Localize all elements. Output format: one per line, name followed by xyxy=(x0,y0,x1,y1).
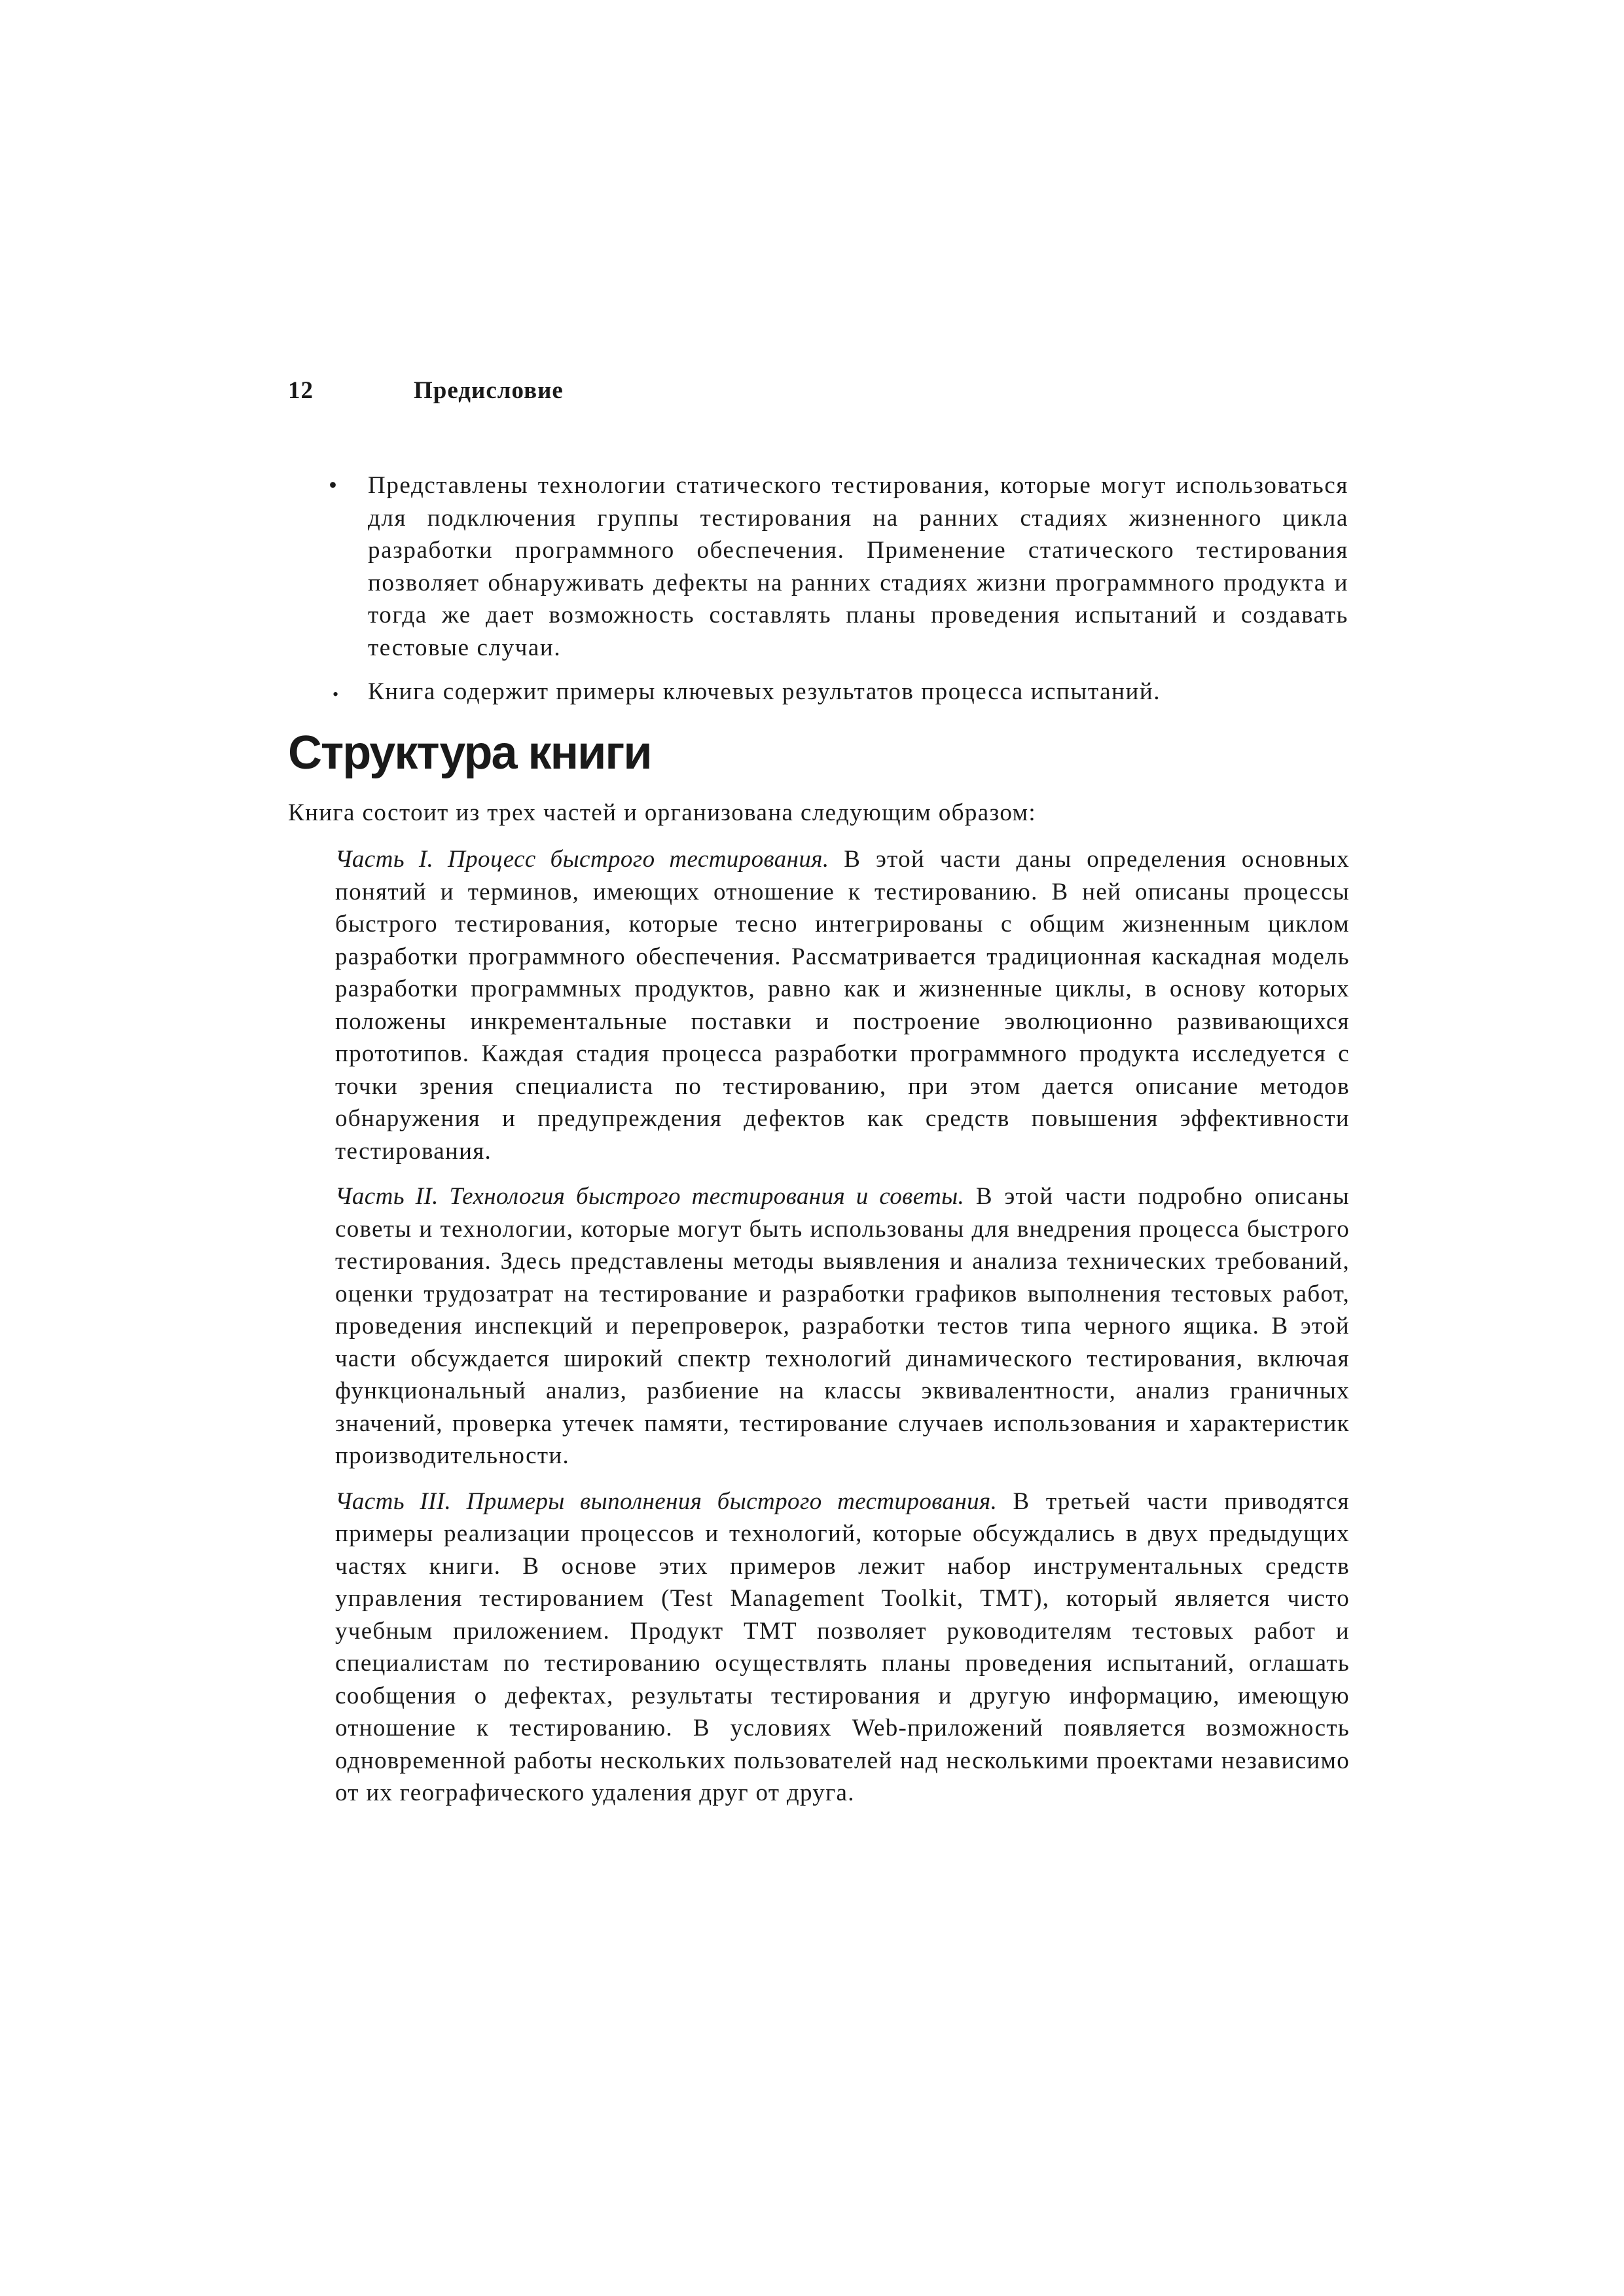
part-three-description: В третьей части приводятся примеры реализации процессов и технологий, которые обсуждались в двух предыдущих частях книги. В основе этих примеров лежит набор инструментальных средств управления тестированием (Test Management Toolkit, TMT), который является чисто учебным приложением. Продукт TMT позволяет руководителям тестовых работ и специалистам по тестированию осуществлять планы проведения испытаний, оглашать сообщения о дефектах, результаты тестирования и другую информацию, имеющую отношение к тестированию. В условиях Web-приложений появляется возможность одновременной работы нескольких пользователей над несколькими проектами независимо от их географического удаления друг от друга. xyxy=(335,1487,1350,1806)
page-number: 12 xyxy=(288,377,314,404)
running-header xyxy=(288,376,1348,416)
feature-bullet-list xyxy=(327,469,1348,720)
part-two-description: В этой части подробно описаны советы и технологии, которые могут быть использованы для внедрения процесса быстрого тестирования. Здесь представлены методы выявления и анализа технических требований, оценки трудозатрат на тестирование и разработки графиков выполнения тестовых работ, проведения инспекций и перепроверок, разработки тестов типа черного ящика. В этой части обсуждается широкий спектр технологий динамического тестирования, включая функциональный анализ, разбиение на классы эквивалентности, анализ граничных значений, проверка утечек памяти, тестирование случаев использования и характеристик производительности. xyxy=(335,1183,1350,1469)
part-one-paragraph xyxy=(335,843,1350,1167)
part-two-title: Часть II. Технология быстрого тестирования и советы. xyxy=(335,1183,965,1210)
part-three-paragraph xyxy=(335,1485,1350,1810)
part-one-description: В этой части даны определения основных понятий и терминов, имеющих отношение к тестированию. В ней описаны процессы быстрого тестирования, которые тесно интегрированы с общим жизненным циклом разработки программного обеспечения. Рассматривается традиционная каскадная модель разработки программных продуктов, равно как и жизненные циклы, в основу которых положены инкрементальные поставки и построение эволюционно развивающихся прототипов. Каждая стадия процесса разработки программного продукта исследуется с точки зрения специалиста по тестированию, при этом дается описание методов обнаружения и предупреждения дефектов как средств повышения эффективности тестирования. xyxy=(335,846,1350,1165)
part-one-title: Часть I. Процесс быстрого тестирования. xyxy=(335,846,829,873)
running-section-name: Предисловие xyxy=(414,377,564,404)
bullet-marker-icon: • xyxy=(333,685,340,704)
bullet-item-static-testing xyxy=(327,469,1348,664)
part-two-paragraph xyxy=(335,1180,1350,1472)
bullet-marker-icon: • xyxy=(329,472,338,499)
bullet-text: Книга содержит примеры ключевых результатов процесса испытаний. xyxy=(368,678,1161,705)
bullet-item-key-results xyxy=(327,676,1348,708)
book-parts-list xyxy=(335,843,1350,1823)
part-three-title: Часть III. Примеры выполнения быстрого тестирования. xyxy=(335,1487,998,1515)
bullet-text: Представлены технологии статического тестирования, которые могут использоваться для подключения группы тестирования на ранних стадиях жизненного цикла разработки программного обеспечения. Применение статического тестирования позволяет обнаруживать дефекты на ранних стадиях жизни программного продукта и тогда же дает возможность составлять планы проведения испытаний и создавать тестовые случаи. xyxy=(368,472,1348,661)
section-heading: Структура книги xyxy=(288,727,651,779)
section-intro: Книга состоит из трех частей и организована следующим образом: xyxy=(288,799,1037,826)
